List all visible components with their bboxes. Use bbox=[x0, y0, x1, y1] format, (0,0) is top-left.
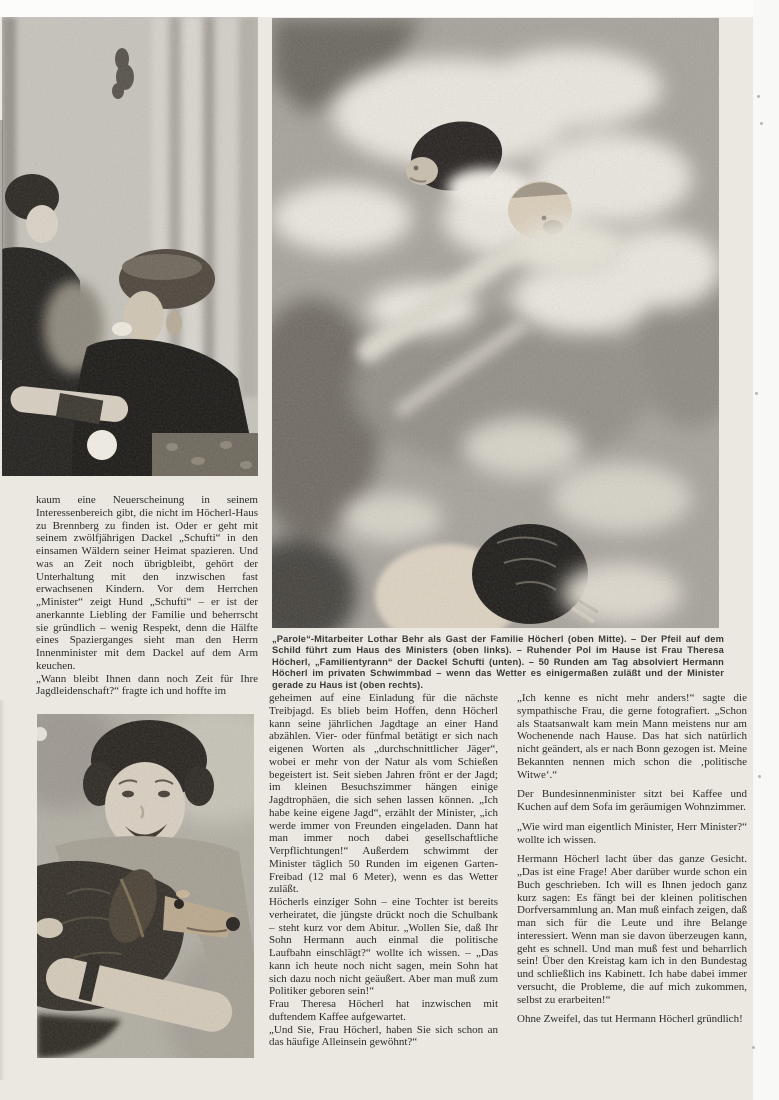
paragraph: „Ich kenne es nicht mehr anders!“ sagte die sympathische Frau, die gerne fotografiert. „Schon als Staatsanwalt kam mein Mann meistens nur am Wochenende nach Hause. Das hat sich natürlich nicht geändert, als er nach Bonn gezogen ist. Meine Bekannten nennen mich schon die ‚politische Witwe‘.“ bbox=[517, 692, 747, 781]
print-defect-spot bbox=[33, 727, 47, 741]
photo-swimming-pool bbox=[272, 18, 719, 628]
text-column-left bbox=[36, 494, 258, 698]
page-top-margin bbox=[0, 0, 779, 17]
paragraph: „Wie wird man eigentlich Minister, Herr Minister?“ wollte ich wissen. bbox=[517, 820, 747, 846]
paragraph: „Und Sie, Frau Höcherl, haben Sie sich schon an das häufige Alleinsein gewöhnt?“ bbox=[269, 1023, 498, 1049]
scan-speck bbox=[757, 95, 760, 98]
text-column-right bbox=[517, 692, 747, 1026]
paragraph: Der Bundesinnenminister sitzt bei Kaffee und Kuchen auf dem Sofa im geräumigen Wohnzimmer. bbox=[517, 788, 747, 813]
page-binding-shadow bbox=[0, 700, 5, 1080]
paragraph: Ohne Zweifel, das tut Hermann Höcherl gründlich! bbox=[517, 1013, 743, 1026]
paragraph: kaum eine Neuerscheinung in seinem Interessenbereich gibt, die nicht im Höcherl-Haus zu Brennberg zu finden ist. Oder er geht mit seinem zwölfjährigen Dackel „Schufti“ in den einsamen Wäldern seiner Heimat spazieren. Und was an Zeit noch übrigbleibt, gehört der Unterhaltung mit den inzwischen fast erwachsenen Kindern. Vor dem Herrchen „Minister“ zeigt Hund „Schufti“ – er ist der anerkannte Liebling der Familie und beherrscht sie gründlich – wenig Respekt, denn die Hälfte eines Spazierganges sieht man den Herrn Innenminister mit dem Dackel auf dem Arm keuchen. bbox=[36, 494, 258, 672]
scan-speck bbox=[758, 775, 761, 778]
paragraph: „Wann bleibt Ihnen dann noch Zeit für Ihre Jagdleidenschaft?“ fragte ich und hoffte im bbox=[36, 672, 258, 698]
scan-speck bbox=[752, 1046, 755, 1049]
page-binding-shadow bbox=[0, 120, 3, 360]
photo-woman-dachshund bbox=[37, 714, 254, 1058]
scan-speck bbox=[760, 122, 763, 125]
page-right-margin bbox=[753, 0, 779, 1100]
photo-caption: „Parole“-Mitarbeiter Lothar Behr als Gast der Familie Höcherl (oben Mitte). – Der Pfeil auf dem Schild führt zum Haus des Ministers (oben links). – Ruhender Pol im Hause ist Frau Theresa Höcherl, „Familientyrann“ der Dackel Schufti (unten). – 50 Runden am Tag absolviert Hermann Höcherl im privaten Schwimmbad – wenn das Wetter es einigermaßen zuläßt und der Minister gerade zu Haus ist (oben rechts). bbox=[272, 634, 724, 690]
scan-speck bbox=[755, 392, 758, 395]
paragraph: Hermann Höcherl lacht über das ganze Gesicht. „Das ist eine Frage! Aber darüber wurde schon ein Buch geschrieben. Ich will es Ihnen jedoch ganz kurz sagen: Es fängt bei der kleinen politischen Dorfversammlung an. Man muß einfach zeigen, daß man sich für die Leute und ihre Belange interessiert. Wenn man sie davon überzeugen kann, geht es schnell. Und man muß fest und beharrlich sein! Über den Kreistag kam ich in den Bundestag und schließlich ins Kabinett. Ich habe dabei immer versucht, die Probleme, die auf mich zukommen, selbst zu erarbeiten!“ bbox=[517, 853, 747, 1006]
text-column-middle bbox=[269, 692, 498, 1049]
photo-family-coffee bbox=[2, 17, 258, 476]
paragraph: Frau Theresa Höcherl hat inzwischen mit duftendem Kaffee aufgewartet. bbox=[269, 998, 498, 1023]
paragraph: Höcherls einziger Sohn – eine Tochter ist bereits verheiratet, die jüngste drückt noch die Schulbank – steht kurz vor dem Abitur. „Wollen Sie, daß Ihr Sohn Hermann auch einmal die politische Laufbahn einschlägt?“ wollte ich wissen. – „Das kann ich heute noch nicht sagen, mein Sohn hat sich dazu noch nicht geäußert. Aber man muß zum Politiker geboren sein!“ bbox=[269, 896, 498, 998]
paragraph: geheimen auf eine Einladung für die nächste Treibjagd. Es blieb beim Hoffen, denn Höcherl kann seine jährlichen Jagdtage an einer Hand abzählen. Vier- oder fünfmal betätigt er sich nach eigenen Worten als „durchschnittlicher Jäger“, wobei er mehr von der Natur als vom Schießen begeistert ist. Seit sieben Jahren frönt er der Jagd; im kleinen Besuchszimmer hängen einige Jagdtrophäen, die sich sehen lassen können. „Ich habe keine eigene Jagd“, erzählt der Minister, „ich werde immer von Freunden eingeladen. Dann hat man immer noch dabei gesellschaftliche Verpflichtungen!“ Außerdem schwimmt der Minister täglich 50 Runden im eigenen Garten-Freibad (12 mal 6 Meter), wenn es das Wetter zuläßt. bbox=[269, 692, 498, 896]
